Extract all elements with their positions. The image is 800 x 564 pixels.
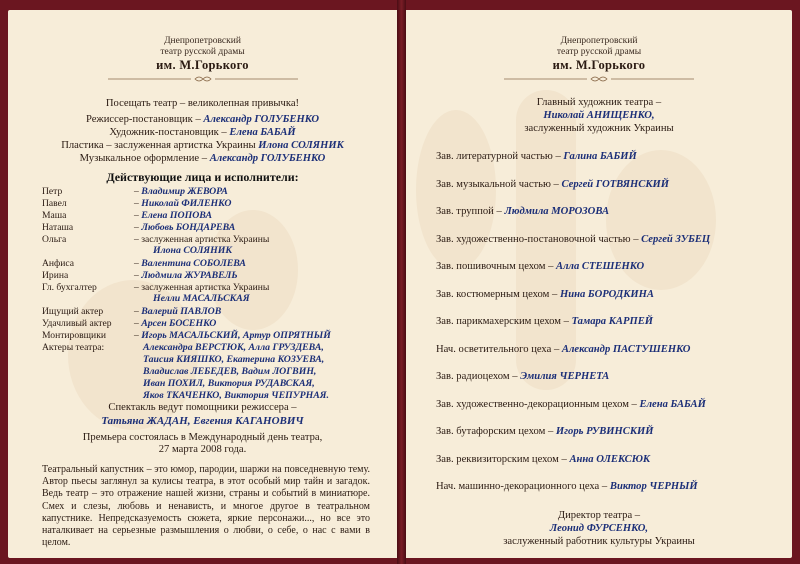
cast-actor: – заслуженная артистка Украины xyxy=(134,234,270,245)
cast-actor: – Елена ПОПОВА xyxy=(134,210,212,221)
cast-actor: Александра ВЕРСТЮК, Алла ГРУЗДЕВА, xyxy=(143,342,324,353)
cast-actor: – Владимир ЖЕВОРА xyxy=(134,186,228,197)
staff-line: Зав. костюмерным цехом – Нина БОРОДКИНА xyxy=(436,289,654,300)
cast-role: Павел xyxy=(42,198,67,209)
cast-role: Монтировщики xyxy=(42,330,106,341)
staff-line: Зав. радиоцехом – Эмилия ЧЕРНЕТА xyxy=(436,371,610,382)
staff-line: Нач. машинно-декорационного цеха – Виктор ЧЕРНЫЙ xyxy=(436,481,698,492)
play-description: Театральный капустник – это юмор, пародии, шаржи на повседневную тему. Автор пьесы заглянул за кулисы театра, в этот особый мир тайн и загадок. Ведь театр – это отражение нашей жизни, страны и событий в миниатюре. Смех и слезы, любовь и ненависть, и многое другое в театральном капустнике. Непредсказуемость сюжета, яркие персонажи..., но все это наталкивает на серьезные размышления о любви, о себе, о нас с вами в целом. xyxy=(42,464,370,549)
staff-line: Зав. художественно-постановочной частью – Сергей ЗУБЕЦ xyxy=(436,234,711,245)
cast-role: Маша xyxy=(42,210,67,221)
cast-actor: Иван ПОХИЛ, Виктория РУДАВСКАЯ, xyxy=(143,378,315,389)
cast-actor: – заслуженная артистка Украины xyxy=(134,282,270,293)
header-line2: театр русской драмы xyxy=(556,47,642,57)
cast-actor: Илона СОЛЯНИК xyxy=(153,245,233,256)
cast-role: Петр xyxy=(42,186,63,197)
header-line2: театр русской драмы xyxy=(160,47,245,57)
header-line1: Днепропетровский xyxy=(560,36,638,46)
staff-line: Зав. бутафорским цехом – Игорь РУВИНСКИЙ xyxy=(436,426,654,437)
staff-line: Зав. труппой – Людмила МОРОЗОВА xyxy=(436,206,610,217)
staff-line: Нач. осветительного цеха – Александр ПАСТУШЕНКО xyxy=(436,344,691,355)
theatre-header xyxy=(8,36,397,83)
header-line3: им. М.Горького xyxy=(552,58,646,72)
theatre-header xyxy=(406,36,792,83)
cast-actor: – Арсен БОСЕНКО xyxy=(134,318,217,329)
credit-line: Художник-постановщик – Елена БАБАЙ xyxy=(109,127,296,138)
chief-artist-title: Главный художник театра – xyxy=(536,97,662,108)
staff-line: Зав. парикмахерским цехом – Тамара КАРПЕЙ xyxy=(436,316,654,327)
booklet-spine xyxy=(397,0,406,564)
cast-actor: Яков ТКАЧЕНКО, Виктория ЧЕПУРНАЯ. xyxy=(143,390,329,401)
staff-line: Зав. литературной частью – Галина БАБИЙ xyxy=(436,151,637,162)
staff-line: Зав. реквизиторским цехом – Анна ОЛЕКСЮК xyxy=(436,454,651,465)
staff-line: Зав. художественно-декорационным цехом – Елена БАБАЙ xyxy=(436,399,706,410)
premiere-line: Премьера состоялась в Международный день театра, xyxy=(82,432,323,443)
cast-actor: – Любовь БОНДАРЕВА xyxy=(134,222,236,233)
staff-line: Зав. пошивочным цехом – Алла СТЕШЕНКО xyxy=(436,261,645,272)
cast-actor: Таисия КИЯШКО, Екатерина КОЗУЕВА, xyxy=(143,354,325,365)
director-name: Леонид ФУРСЕНКО, xyxy=(549,523,649,534)
cast-title: Действующие лица и исполнители: xyxy=(106,170,299,184)
credit-line: Режиссер-постановщик – Александр ГОЛУБЕНКО xyxy=(85,114,320,125)
director-title: Директор театра – xyxy=(557,510,641,521)
header-line1: Днепропетровский xyxy=(164,36,241,46)
cast-role: Гл. бухгалтер xyxy=(42,282,97,293)
cast-actor: – Валентина СОБОЛЕВА xyxy=(134,258,246,269)
credit-line: Пластика – заслуженная артистка Украины Илона СОЛЯНИК xyxy=(61,140,344,151)
assistants-intro: Спектакль ведут помощники режиссера – xyxy=(108,402,297,413)
cast-role: Наташа xyxy=(42,222,74,233)
chief-artist-rank: заслуженный художник Украины xyxy=(524,123,674,134)
lamp-watermark xyxy=(416,110,496,270)
ornament-divider xyxy=(499,75,699,83)
premiere-date: 27 марта 2008 года. xyxy=(158,444,247,455)
left-page xyxy=(8,10,397,558)
cast-role: Ирина xyxy=(42,270,69,281)
chief-artist-name: Николай АНИЩЕНКО, xyxy=(543,110,655,121)
cast-actor: – Игорь МАСАЛЬСКИЙ, Артур ОПРЯТНЫЙ xyxy=(134,330,331,341)
cast-role: Ольга xyxy=(42,234,67,245)
header-line3: им. М.Горького xyxy=(156,58,249,72)
cast-actor: Нелли МАСАЛЬСКАЯ xyxy=(153,293,250,304)
cast-actor: – Валерий ПАВЛОВ xyxy=(134,306,222,317)
cast-role: Анфиса xyxy=(42,258,75,269)
tagline: Посещать театр – великолепная привычка! xyxy=(105,98,300,109)
credit-line: Музыкальное оформление – Александр ГОЛУБЕНКО xyxy=(79,153,326,164)
cast-role: Удачливый актер xyxy=(42,318,112,329)
assistants-names: Татьяна ЖАДАН, Евгения КАГАНОВИЧ xyxy=(101,415,304,427)
cast-role: Ищущий актер xyxy=(42,306,104,317)
director-rank: заслуженный работник культуры Украины xyxy=(503,536,695,547)
ornament-divider xyxy=(103,75,303,83)
right-page xyxy=(406,10,792,558)
cast-role: Актеры театра: xyxy=(42,342,105,353)
cast-actor: Владислав ЛЕБЕДЕВ, Вадим ЛОГВИН, xyxy=(143,366,317,377)
cast-actor: – Людмила ЖУРАВЕЛЬ xyxy=(134,270,238,281)
staff-line: Зав. музыкальной частью – Сергей ГОТВЯНСКИЙ xyxy=(436,179,670,190)
cast-actor: – Николай ФИЛЕНКО xyxy=(134,198,232,209)
